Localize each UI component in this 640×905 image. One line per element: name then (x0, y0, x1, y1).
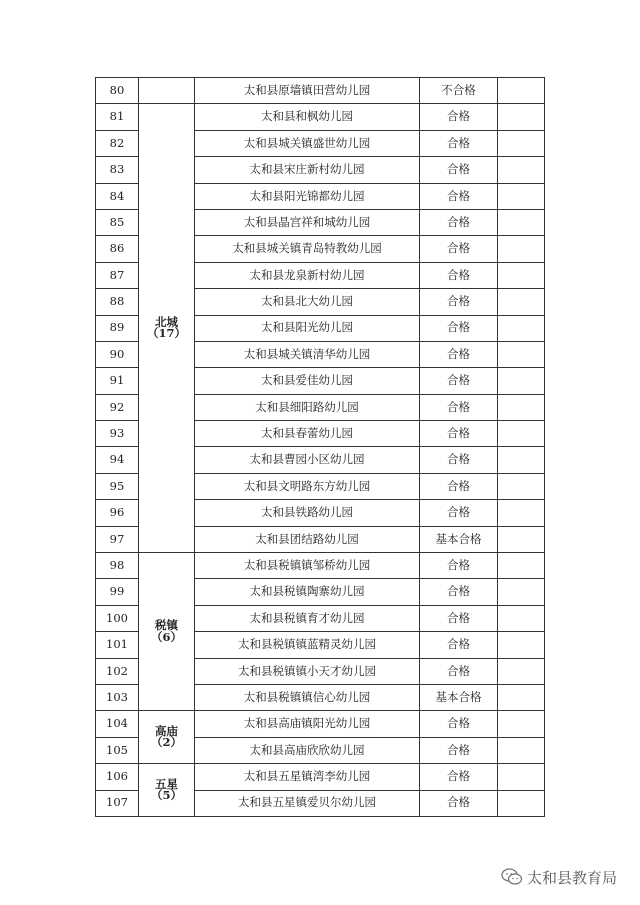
kindergarten-name: 太和县宋庄新村幼儿园 (195, 157, 420, 183)
kindergarten-name: 太和县细阳路幼儿园 (195, 394, 420, 420)
notes-cell (498, 473, 545, 499)
notes-cell (498, 289, 545, 315)
result-cell: 基本合格 (420, 684, 498, 710)
notes-cell (498, 764, 545, 790)
notes-cell (498, 236, 545, 262)
region-name: 五星 (155, 776, 178, 791)
row-number: 102 (96, 658, 139, 684)
region-count: （17） (146, 326, 186, 341)
kindergarten-name: 太和县高庙镇阳光幼儿园 (195, 711, 420, 737)
row-number: 106 (96, 764, 139, 790)
kindergarten-name: 太和县北大幼儿园 (195, 289, 420, 315)
notes-cell (498, 447, 545, 473)
region-name: 高庙 (155, 723, 178, 738)
result-cell: 合格 (420, 447, 498, 473)
row-number: 89 (96, 315, 139, 341)
notes-cell (498, 421, 545, 447)
result-cell: 合格 (420, 394, 498, 420)
result-cell: 合格 (420, 500, 498, 526)
result-cell: 基本合格 (420, 526, 498, 552)
kindergarten-name: 太和县城关镇盛世幼儿园 (195, 130, 420, 156)
inspection-results-table (95, 77, 545, 817)
result-cell: 合格 (420, 262, 498, 288)
kindergarten-name: 太和县税镇育才幼儿园 (195, 605, 420, 631)
kindergarten-name: 太和县晶宫祥和城幼儿园 (195, 209, 420, 235)
notes-cell (498, 500, 545, 526)
result-cell: 合格 (420, 658, 498, 684)
result-cell: 合格 (420, 737, 498, 763)
row-number: 84 (96, 183, 139, 209)
kindergarten-name: 太和县铁路幼儿园 (195, 500, 420, 526)
row-number: 91 (96, 368, 139, 394)
notes-cell (498, 553, 545, 579)
watermark-text: 太和县教育局 (527, 868, 618, 887)
result-cell: 合格 (420, 632, 498, 658)
result-cell: 合格 (420, 790, 498, 816)
result-cell: 合格 (420, 289, 498, 315)
row-number: 98 (96, 553, 139, 579)
result-cell: 合格 (420, 183, 498, 209)
row-number: 104 (96, 711, 139, 737)
kindergarten-name: 太和县城关镇青岛特教幼儿园 (195, 236, 420, 262)
wechat-watermark (501, 866, 617, 888)
kindergarten-name: 太和县文明路东方幼儿园 (195, 473, 420, 499)
region-cell-empty (139, 78, 195, 104)
kindergarten-name: 太和县龙泉新村幼儿园 (195, 262, 420, 288)
kindergarten-name: 太和县高庙欣欣幼儿园 (195, 737, 420, 763)
kindergarten-name: 太和县税镇镇信心幼儿园 (195, 684, 420, 710)
notes-cell (498, 183, 545, 209)
result-cell: 合格 (420, 157, 498, 183)
row-number: 103 (96, 684, 139, 710)
result-cell: 合格 (420, 341, 498, 367)
result-cell: 合格 (420, 553, 498, 579)
kindergarten-name: 太和县阳光锦都幼儿园 (195, 183, 420, 209)
row-number: 93 (96, 421, 139, 447)
notes-cell (498, 737, 545, 763)
row-number: 99 (96, 579, 139, 605)
notes-cell (498, 368, 545, 394)
kindergarten-name: 太和县城关镇清华幼儿园 (195, 341, 420, 367)
table-row (96, 553, 545, 579)
kindergarten-name: 太和县阳光幼儿园 (195, 315, 420, 341)
row-number: 92 (96, 394, 139, 420)
row-number: 80 (96, 78, 139, 104)
kindergarten-name: 太和县五星镇湾李幼儿园 (195, 764, 420, 790)
kindergarten-name: 太和县曹园小区幼儿园 (195, 447, 420, 473)
row-number: 82 (96, 130, 139, 156)
result-cell: 合格 (420, 130, 498, 156)
result-cell: 不合格 (420, 78, 498, 104)
region-name: 北城 (155, 314, 178, 329)
row-number: 95 (96, 473, 139, 499)
kindergarten-name: 太和县五星镇爱贝尔幼儿园 (195, 790, 420, 816)
notes-cell (498, 605, 545, 631)
kindergarten-name: 太和县春蕾幼儿园 (195, 421, 420, 447)
row-number: 86 (96, 236, 139, 262)
notes-cell (498, 104, 545, 130)
row-number: 107 (96, 790, 139, 816)
row-number: 105 (96, 737, 139, 763)
row-number: 100 (96, 605, 139, 631)
notes-cell (498, 394, 545, 420)
result-cell: 合格 (420, 421, 498, 447)
row-number: 96 (96, 500, 139, 526)
region-name: 税镇 (155, 618, 178, 633)
table-row (96, 78, 545, 104)
row-number: 94 (96, 447, 139, 473)
result-cell: 合格 (420, 711, 498, 737)
kindergarten-name: 太和县税镇镇邹桥幼儿园 (195, 553, 420, 579)
notes-cell (498, 658, 545, 684)
kindergarten-name: 太和县税镇陶寨幼儿园 (195, 579, 420, 605)
result-cell: 合格 (420, 315, 498, 341)
kindergarten-name: 太和县爱佳幼儿园 (195, 368, 420, 394)
notes-cell (498, 684, 545, 710)
result-cell: 合格 (420, 579, 498, 605)
table-row (96, 764, 545, 790)
result-cell: 合格 (420, 473, 498, 499)
row-number: 90 (96, 341, 139, 367)
wechat-icon (501, 868, 523, 886)
notes-cell (498, 209, 545, 235)
row-number: 88 (96, 289, 139, 315)
notes-cell (498, 790, 545, 816)
notes-cell (498, 78, 545, 104)
result-cell: 合格 (420, 368, 498, 394)
region-cell-shuizhen (139, 553, 195, 711)
result-cell: 合格 (420, 764, 498, 790)
kindergarten-name: 太和县税镇镇蓝精灵幼儿园 (195, 632, 420, 658)
kindergarten-name: 太和县原墙镇田营幼儿园 (195, 78, 420, 104)
notes-cell (498, 130, 545, 156)
notes-cell (498, 341, 545, 367)
result-cell: 合格 (420, 605, 498, 631)
notes-cell (498, 711, 545, 737)
result-cell: 合格 (420, 104, 498, 130)
table-row (96, 711, 545, 737)
notes-cell (498, 315, 545, 341)
result-cell: 合格 (420, 236, 498, 262)
kindergarten-name: 太和县税镇镇小天才幼儿园 (195, 658, 420, 684)
result-cell: 合格 (420, 209, 498, 235)
region-count: （2） (150, 735, 182, 750)
notes-cell (498, 579, 545, 605)
kindergarten-name: 太和县和枫幼儿园 (195, 104, 420, 130)
row-number: 97 (96, 526, 139, 552)
notes-cell (498, 157, 545, 183)
row-number: 101 (96, 632, 139, 658)
table-row (96, 104, 545, 130)
notes-cell (498, 526, 545, 552)
notes-cell (498, 632, 545, 658)
region-count: （6） (150, 629, 182, 644)
region-count: （5） (150, 788, 182, 803)
row-number: 81 (96, 104, 139, 130)
notes-cell (498, 262, 545, 288)
row-number: 83 (96, 157, 139, 183)
region-cell-wuxing (139, 764, 195, 817)
region-cell-gaomiao (139, 711, 195, 764)
row-number: 85 (96, 209, 139, 235)
region-cell-beicheng (139, 104, 195, 553)
row-number: 87 (96, 262, 139, 288)
kindergarten-name: 太和县团结路幼儿园 (195, 526, 420, 552)
